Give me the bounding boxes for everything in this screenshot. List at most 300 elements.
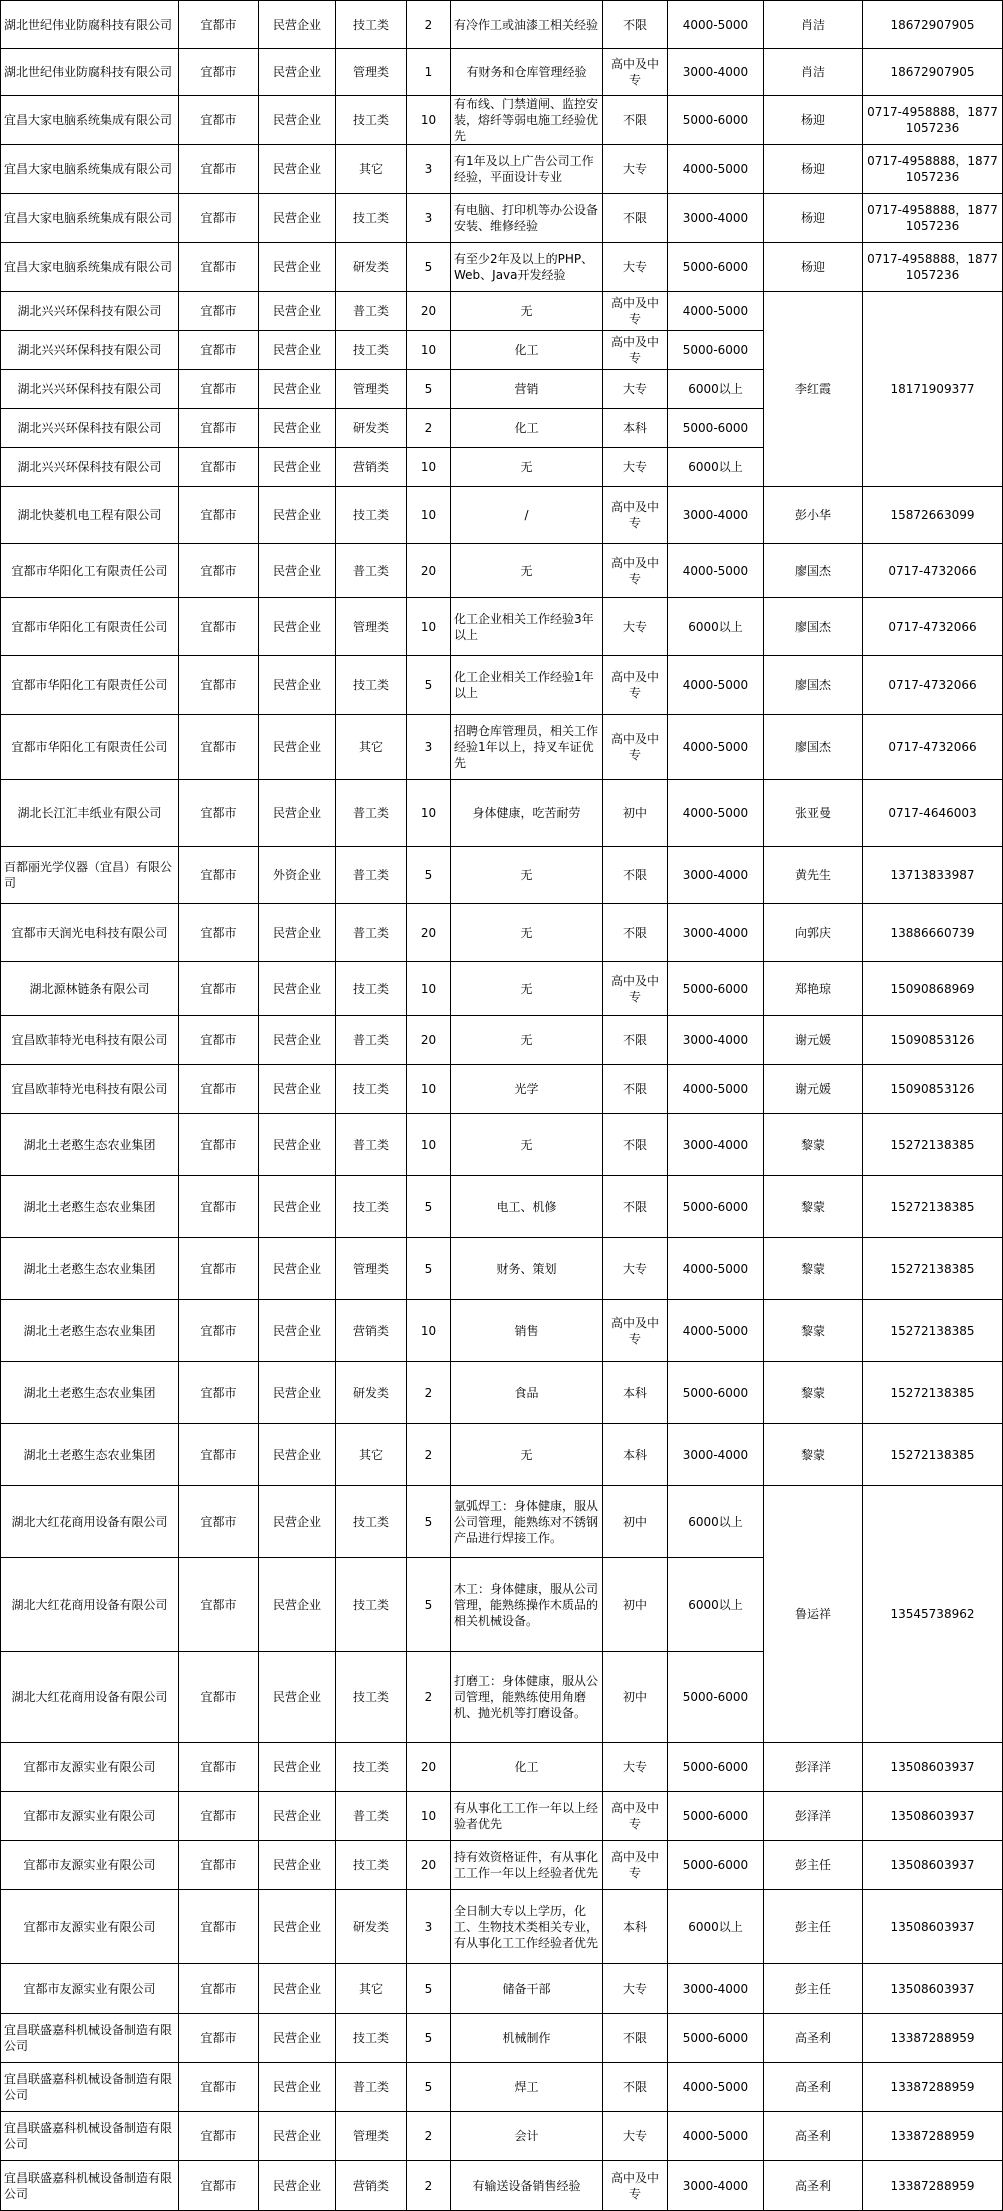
category-cell: 技工类 (336, 656, 407, 715)
ownership-cell: 民营企业 (259, 1486, 336, 1558)
count-cell: 2 (407, 1362, 451, 1424)
salary-cell: 4000-5000 (668, 715, 764, 780)
table-row (1, 1486, 1003, 1558)
education-cell: 大专 (603, 598, 668, 656)
contact-cell: 黎蒙 (764, 1114, 863, 1176)
table-row (1, 715, 1003, 780)
category-cell: 技工类 (336, 1176, 407, 1238)
company-cell: 宜昌大家电脑系统集成有限公司 (1, 243, 179, 292)
phone-cell: 13545738962 (863, 1486, 1003, 1743)
category-cell: 管理类 (336, 2112, 407, 2161)
company-cell: 湖北长江汇丰纸业有限公司 (1, 780, 179, 847)
phone-cell: 13508603937 (863, 1964, 1003, 2014)
education-cell: 本科 (603, 1424, 668, 1486)
ownership-cell: 民营企业 (259, 1841, 336, 1890)
count-cell: 5 (407, 2063, 451, 2112)
requirement-cell: 化工 (451, 1743, 603, 1792)
salary-cell: 4000-5000 (668, 145, 764, 194)
category-cell: 普工类 (336, 904, 407, 962)
category-cell: 研发类 (336, 409, 407, 448)
phone-cell: 15272138385 (863, 1424, 1003, 1486)
company-cell: 湖北土老憨生态农业集团 (1, 1238, 179, 1300)
requirement-cell: 无 (451, 1424, 603, 1486)
table-row (1, 2161, 1003, 2211)
count-cell: 20 (407, 292, 451, 331)
salary-cell: 3000-4000 (668, 194, 764, 243)
region-cell: 宜都市 (179, 1890, 259, 1964)
table-row (1, 1, 1003, 49)
ownership-cell: 民营企业 (259, 2014, 336, 2063)
requirement-cell: 营销 (451, 370, 603, 409)
contact-cell: 廖国杰 (764, 598, 863, 656)
table-row (1, 2014, 1003, 2063)
count-cell: 10 (407, 331, 451, 370)
count-cell: 10 (407, 448, 451, 487)
salary-cell: 4000-5000 (668, 2112, 764, 2161)
company-cell: 宜昌联盛嘉科机械设备制造有限公司 (1, 2063, 179, 2112)
ownership-cell: 民营企业 (259, 194, 336, 243)
education-cell: 不限 (603, 1114, 668, 1176)
contact-cell: 杨迎 (764, 194, 863, 243)
company-cell: 湖北大红花商用设备有限公司 (1, 1486, 179, 1558)
salary-cell: 4000-5000 (668, 544, 764, 598)
phone-cell: 15090853126 (863, 1065, 1003, 1114)
region-cell: 宜都市 (179, 598, 259, 656)
education-cell: 不限 (603, 1, 668, 49)
company-cell: 湖北土老憨生态农业集团 (1, 1114, 179, 1176)
category-cell: 技工类 (336, 96, 407, 145)
contact-cell: 鲁运祥 (764, 1486, 863, 1743)
count-cell: 10 (407, 962, 451, 1016)
contact-cell: 谢元媛 (764, 1016, 863, 1065)
contact-cell: 彭泽洋 (764, 1792, 863, 1841)
count-cell: 2 (407, 2161, 451, 2211)
table-row (1, 194, 1003, 243)
table-row (1, 962, 1003, 1016)
ownership-cell: 民营企业 (259, 1792, 336, 1841)
education-cell: 大专 (603, 2112, 668, 2161)
company-cell: 湖北土老憨生态农业集团 (1, 1176, 179, 1238)
ownership-cell: 民营企业 (259, 1558, 336, 1652)
contact-cell: 彭主任 (764, 1841, 863, 1890)
company-cell: 湖北土老憨生态农业集团 (1, 1300, 179, 1362)
count-cell: 1 (407, 49, 451, 96)
ownership-cell: 民营企业 (259, 1890, 336, 1964)
requirement-cell: 焊工 (451, 2063, 603, 2112)
company-cell: 湖北兴兴环保科技有限公司 (1, 331, 179, 370)
table-row (1, 1300, 1003, 1362)
salary-cell: 5000-6000 (668, 962, 764, 1016)
company-cell: 宜昌联盛嘉科机械设备制造有限公司 (1, 2014, 179, 2063)
requirement-cell: 会计 (451, 2112, 603, 2161)
company-cell: 宜都市华阳化工有限责任公司 (1, 715, 179, 780)
region-cell: 宜都市 (179, 1841, 259, 1890)
ownership-cell: 民营企业 (259, 2161, 336, 2211)
region-cell: 宜都市 (179, 145, 259, 194)
company-cell: 宜都市友源实业有限公司 (1, 1792, 179, 1841)
salary-cell: 4000-5000 (668, 1238, 764, 1300)
requirement-cell: 持有效资格证件，有从事化工工作一年以上经验者优先 (451, 1841, 603, 1890)
phone-cell: 15090853126 (863, 1016, 1003, 1065)
salary-cell: 3000-4000 (668, 1964, 764, 2014)
count-cell: 10 (407, 1300, 451, 1362)
table-row (1, 96, 1003, 145)
company-cell: 宜都市友源实业有限公司 (1, 1743, 179, 1792)
region-cell: 宜都市 (179, 2161, 259, 2211)
category-cell: 技工类 (336, 1558, 407, 1652)
region-cell: 宜都市 (179, 1, 259, 49)
salary-cell: 5000-6000 (668, 96, 764, 145)
requirement-cell: 有1年及以上广告公司工作经验，平面设计专业 (451, 145, 603, 194)
salary-cell: 3000-4000 (668, 487, 764, 544)
region-cell: 宜都市 (179, 243, 259, 292)
contact-cell: 郑艳琼 (764, 962, 863, 1016)
ownership-cell: 民营企业 (259, 487, 336, 544)
requirement-cell: 化工 (451, 331, 603, 370)
salary-cell: 6000以上 (668, 1890, 764, 1964)
education-cell: 大专 (603, 1964, 668, 2014)
region-cell: 宜都市 (179, 292, 259, 331)
phone-cell: 13508603937 (863, 1743, 1003, 1792)
salary-cell: 4000-5000 (668, 1065, 764, 1114)
salary-cell: 3000-4000 (668, 2161, 764, 2211)
count-cell: 20 (407, 1743, 451, 1792)
table-row (1, 1065, 1003, 1114)
table-row (1, 243, 1003, 292)
region-cell: 宜都市 (179, 409, 259, 448)
region-cell: 宜都市 (179, 847, 259, 904)
category-cell: 技工类 (336, 1, 407, 49)
requirement-cell: 氩弧焊工：身体健康，服从公司管理，能熟练对不锈钢产品进行焊接工作。 (451, 1486, 603, 1558)
phone-cell: 15090868969 (863, 962, 1003, 1016)
phone-cell: 13387288959 (863, 2014, 1003, 2063)
company-cell: 湖北源林链条有限公司 (1, 962, 179, 1016)
ownership-cell: 民营企业 (259, 1065, 336, 1114)
education-cell: 不限 (603, 1016, 668, 1065)
region-cell: 宜都市 (179, 331, 259, 370)
phone-cell: 18672907905 (863, 1, 1003, 49)
category-cell: 管理类 (336, 598, 407, 656)
salary-cell: 5000-6000 (668, 409, 764, 448)
table-row (1, 1362, 1003, 1424)
education-cell: 不限 (603, 2014, 668, 2063)
phone-cell: 13713833987 (863, 847, 1003, 904)
requirement-cell: 全日制大专以上学历，化工、生物技术类相关专业，有从事化工工作经验者优先 (451, 1890, 603, 1964)
requirement-cell: 招聘仓库管理员，相关工作经验1年以上，持叉车证优先 (451, 715, 603, 780)
ownership-cell: 民营企业 (259, 243, 336, 292)
count-cell: 2 (407, 2112, 451, 2161)
category-cell: 管理类 (336, 49, 407, 96)
education-cell: 高中及中专 (603, 331, 668, 370)
category-cell: 普工类 (336, 780, 407, 847)
salary-cell: 3000-4000 (668, 1424, 764, 1486)
count-cell: 2 (407, 409, 451, 448)
category-cell: 普工类 (336, 1792, 407, 1841)
category-cell: 其它 (336, 715, 407, 780)
contact-cell: 黎蒙 (764, 1300, 863, 1362)
category-cell: 普工类 (336, 1114, 407, 1176)
count-cell: 20 (407, 1016, 451, 1065)
table-row (1, 780, 1003, 847)
company-cell: 湖北兴兴环保科技有限公司 (1, 409, 179, 448)
ownership-cell: 民营企业 (259, 409, 336, 448)
salary-cell: 6000以上 (668, 1558, 764, 1652)
requirement-cell: 光学 (451, 1065, 603, 1114)
phone-cell: 18672907905 (863, 49, 1003, 96)
category-cell: 技工类 (336, 487, 407, 544)
education-cell: 高中及中专 (603, 962, 668, 1016)
requirement-cell: 化工企业相关工作经验1年以上 (451, 656, 603, 715)
requirement-cell: 无 (451, 847, 603, 904)
table-row (1, 904, 1003, 962)
education-cell: 高中及中专 (603, 292, 668, 331)
salary-cell: 3000-4000 (668, 1114, 764, 1176)
requirement-cell: 有财务和仓库管理经验 (451, 49, 603, 96)
region-cell: 宜都市 (179, 1238, 259, 1300)
company-cell: 宜昌大家电脑系统集成有限公司 (1, 96, 179, 145)
region-cell: 宜都市 (179, 1065, 259, 1114)
phone-cell: 0717-4732066 (863, 656, 1003, 715)
region-cell: 宜都市 (179, 544, 259, 598)
phone-cell: 13387288959 (863, 2063, 1003, 2112)
category-cell: 技工类 (336, 1486, 407, 1558)
education-cell: 高中及中专 (603, 2161, 668, 2211)
phone-cell: 13508603937 (863, 1792, 1003, 1841)
requirement-cell: 财务、策划 (451, 1238, 603, 1300)
requirement-cell: 无 (451, 292, 603, 331)
contact-cell: 廖国杰 (764, 715, 863, 780)
education-cell: 大专 (603, 370, 668, 409)
salary-cell: 3000-4000 (668, 49, 764, 96)
education-cell: 初中 (603, 1652, 668, 1743)
table-row (1, 1743, 1003, 1792)
count-cell: 5 (407, 1238, 451, 1300)
table-row (1, 1792, 1003, 1841)
count-cell: 2 (407, 1424, 451, 1486)
count-cell: 10 (407, 598, 451, 656)
count-cell: 5 (407, 847, 451, 904)
requirement-cell: / (451, 487, 603, 544)
company-cell: 湖北世纪伟业防腐科技有限公司 (1, 49, 179, 96)
table-body (1, 1, 1003, 2211)
salary-cell: 5000-6000 (668, 1792, 764, 1841)
region-cell: 宜都市 (179, 370, 259, 409)
contact-cell: 杨迎 (764, 145, 863, 194)
phone-cell: 0717-4732066 (863, 544, 1003, 598)
salary-cell: 5000-6000 (668, 1652, 764, 1743)
education-cell: 不限 (603, 847, 668, 904)
ownership-cell: 民营企业 (259, 780, 336, 847)
table-row (1, 1841, 1003, 1890)
category-cell: 技工类 (336, 331, 407, 370)
count-cell: 10 (407, 1114, 451, 1176)
salary-cell: 5000-6000 (668, 2014, 764, 2063)
company-cell: 宜都市华阳化工有限责任公司 (1, 598, 179, 656)
requirement-cell: 有电脑、打印机等办公设备安装、维修经验 (451, 194, 603, 243)
education-cell: 高中及中专 (603, 487, 668, 544)
requirement-cell: 有至少2年及以上的PHP、Web、Java开发经验 (451, 243, 603, 292)
region-cell: 宜都市 (179, 448, 259, 487)
table-row (1, 2063, 1003, 2112)
education-cell: 高中及中专 (603, 656, 668, 715)
contact-cell: 黎蒙 (764, 1176, 863, 1238)
ownership-cell: 民营企业 (259, 2112, 336, 2161)
count-cell: 5 (407, 1176, 451, 1238)
company-cell: 湖北土老憨生态农业集团 (1, 1424, 179, 1486)
category-cell: 普工类 (336, 292, 407, 331)
region-cell: 宜都市 (179, 1176, 259, 1238)
company-cell: 百都丽光学仪器（宜昌）有限公司 (1, 847, 179, 904)
salary-cell: 6000以上 (668, 598, 764, 656)
table-row (1, 1964, 1003, 2014)
salary-cell: 5000-6000 (668, 243, 764, 292)
count-cell: 2 (407, 1, 451, 49)
count-cell: 20 (407, 544, 451, 598)
count-cell: 5 (407, 1964, 451, 2014)
table-row (1, 1238, 1003, 1300)
table-row (1, 1114, 1003, 1176)
company-cell: 宜都市华阳化工有限责任公司 (1, 544, 179, 598)
phone-cell: 15272138385 (863, 1176, 1003, 1238)
salary-cell: 6000以上 (668, 370, 764, 409)
phone-cell: 15272138385 (863, 1238, 1003, 1300)
contact-cell: 廖国杰 (764, 544, 863, 598)
table-row (1, 487, 1003, 544)
ownership-cell: 民营企业 (259, 96, 336, 145)
count-cell: 5 (407, 1486, 451, 1558)
education-cell: 初中 (603, 1486, 668, 1558)
requirement-cell: 化工 (451, 409, 603, 448)
table-row (1, 2112, 1003, 2161)
salary-cell: 6000以上 (668, 1486, 764, 1558)
category-cell: 技工类 (336, 1841, 407, 1890)
table-row (1, 1424, 1003, 1486)
contact-cell: 谢元媛 (764, 1065, 863, 1114)
company-cell: 湖北土老憨生态农业集团 (1, 1362, 179, 1424)
education-cell: 不限 (603, 2063, 668, 2112)
ownership-cell: 民营企业 (259, 1362, 336, 1424)
requirement-cell: 储备干部 (451, 1964, 603, 2014)
ownership-cell: 外资企业 (259, 847, 336, 904)
education-cell: 不限 (603, 1176, 668, 1238)
category-cell: 营销类 (336, 1300, 407, 1362)
ownership-cell: 民营企业 (259, 1, 336, 49)
count-cell: 10 (407, 1792, 451, 1841)
education-cell: 本科 (603, 1362, 668, 1424)
category-cell: 技工类 (336, 1065, 407, 1114)
ownership-cell: 民营企业 (259, 1652, 336, 1743)
region-cell: 宜都市 (179, 656, 259, 715)
requirement-cell: 木工：身体健康，服从公司管理，能熟练操作木质品的相关机械设备。 (451, 1558, 603, 1652)
phone-cell: 0717-4732066 (863, 598, 1003, 656)
table-row (1, 1890, 1003, 1964)
phone-cell: 13387288959 (863, 2161, 1003, 2211)
company-cell: 宜都市华阳化工有限责任公司 (1, 656, 179, 715)
education-cell: 不限 (603, 194, 668, 243)
phone-cell: 0717-4646003 (863, 780, 1003, 847)
region-cell: 宜都市 (179, 49, 259, 96)
education-cell: 大专 (603, 1743, 668, 1792)
count-cell: 10 (407, 96, 451, 145)
ownership-cell: 民营企业 (259, 598, 336, 656)
salary-cell: 4000-5000 (668, 656, 764, 715)
company-cell: 湖北快菱机电工程有限公司 (1, 487, 179, 544)
company-cell: 宜昌联盛嘉科机械设备制造有限公司 (1, 2161, 179, 2211)
company-cell: 宜都市友源实业有限公司 (1, 1890, 179, 1964)
salary-cell: 5000-6000 (668, 1743, 764, 1792)
count-cell: 20 (407, 1841, 451, 1890)
category-cell: 技工类 (336, 1652, 407, 1743)
phone-cell: 13387288959 (863, 2112, 1003, 2161)
education-cell: 高中及中专 (603, 1841, 668, 1890)
category-cell: 营销类 (336, 448, 407, 487)
requirement-cell: 化工企业相关工作经验3年以上 (451, 598, 603, 656)
contact-cell: 高圣利 (764, 2063, 863, 2112)
ownership-cell: 民营企业 (259, 448, 336, 487)
ownership-cell: 民营企业 (259, 49, 336, 96)
category-cell: 技工类 (336, 1743, 407, 1792)
requirement-cell: 电工、机修 (451, 1176, 603, 1238)
count-cell: 3 (407, 715, 451, 780)
region-cell: 宜都市 (179, 2112, 259, 2161)
education-cell: 大专 (603, 243, 668, 292)
ownership-cell: 民营企业 (259, 370, 336, 409)
company-cell: 宜昌大家电脑系统集成有限公司 (1, 145, 179, 194)
company-cell: 宜昌欧菲特光电科技有限公司 (1, 1065, 179, 1114)
salary-cell: 3000-4000 (668, 847, 764, 904)
ownership-cell: 民营企业 (259, 1300, 336, 1362)
category-cell: 普工类 (336, 2063, 407, 2112)
salary-cell: 4000-5000 (668, 292, 764, 331)
category-cell: 技工类 (336, 194, 407, 243)
count-cell: 3 (407, 1890, 451, 1964)
contact-cell: 黎蒙 (764, 1362, 863, 1424)
phone-cell: 13886660739 (863, 904, 1003, 962)
contact-cell: 肖洁 (764, 1, 863, 49)
phone-cell: 15872663099 (863, 487, 1003, 544)
requirement-cell: 销售 (451, 1300, 603, 1362)
requirement-cell: 无 (451, 962, 603, 1016)
phone-cell: 0717-4732066 (863, 715, 1003, 780)
region-cell: 宜都市 (179, 1114, 259, 1176)
region-cell: 宜都市 (179, 2014, 259, 2063)
contact-cell: 廖国杰 (764, 656, 863, 715)
count-cell: 5 (407, 370, 451, 409)
company-cell: 湖北兴兴环保科技有限公司 (1, 292, 179, 331)
category-cell: 营销类 (336, 2161, 407, 2211)
category-cell: 普工类 (336, 544, 407, 598)
contact-cell: 高圣利 (764, 2161, 863, 2211)
salary-cell: 4000-5000 (668, 2063, 764, 2112)
ownership-cell: 民营企业 (259, 1424, 336, 1486)
table-row (1, 544, 1003, 598)
requirement-cell: 无 (451, 1114, 603, 1176)
region-cell: 宜都市 (179, 1558, 259, 1652)
ownership-cell: 民营企业 (259, 1016, 336, 1065)
region-cell: 宜都市 (179, 1964, 259, 2014)
ownership-cell: 民营企业 (259, 331, 336, 370)
region-cell: 宜都市 (179, 1362, 259, 1424)
category-cell: 其它 (336, 1964, 407, 2014)
company-cell: 宜昌欧菲特光电科技有限公司 (1, 1016, 179, 1065)
contact-cell: 肖洁 (764, 49, 863, 96)
category-cell: 技工类 (336, 962, 407, 1016)
contact-cell: 彭泽洋 (764, 1743, 863, 1792)
phone-cell: 0717-4958888，18771057236 (863, 145, 1003, 194)
ownership-cell: 民营企业 (259, 962, 336, 1016)
requirement-cell: 有从事化工工作一年以上经验者优先 (451, 1792, 603, 1841)
ownership-cell: 民营企业 (259, 1176, 336, 1238)
